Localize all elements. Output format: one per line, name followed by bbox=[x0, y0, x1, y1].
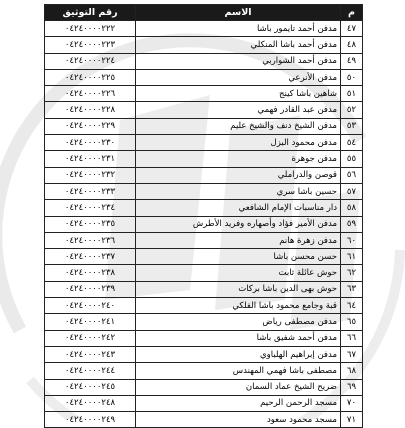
header-name: الاسم bbox=[136, 5, 341, 21]
row-reference: ٠٤٢٤٠٠٠٠٢٣٨ bbox=[45, 265, 136, 281]
row-name: مدفن الأمير فؤاد وأصهاره وفريد الأطرش bbox=[136, 216, 341, 232]
table-header-row bbox=[45, 5, 363, 21]
row-reference: ٠٤٢٤٠٠٠٠٢٤٠ bbox=[45, 298, 136, 314]
row-number: ٥١ bbox=[341, 86, 363, 102]
table-row bbox=[45, 183, 363, 199]
row-reference: ٠٤٢٤٠٠٠٠٢٢٢ bbox=[45, 21, 136, 37]
row-number: ٦٩ bbox=[341, 379, 363, 395]
table-row bbox=[45, 363, 363, 379]
row-name: مدفن أحمد الشواربي bbox=[136, 53, 341, 69]
row-reference: ٠٤٢٤٠٠٠٠٢٣٥ bbox=[45, 216, 136, 232]
table-row bbox=[45, 200, 363, 216]
row-name: حسين باشا سري bbox=[136, 183, 341, 199]
row-reference: ٠٤٢٤٠٠٠٠٢٤٨ bbox=[45, 395, 136, 411]
row-name: مدفن أحمد تايمور باشا bbox=[136, 21, 341, 37]
row-reference: ٠٤٢٤٠٠٠٠٢٤٤ bbox=[45, 363, 136, 379]
row-reference: ٠٤٢٤٠٠٠٠٢٣٣ bbox=[45, 183, 136, 199]
table-row bbox=[45, 265, 363, 281]
row-name: دار مناسبات الإمام الشافعي bbox=[136, 200, 341, 216]
table-row bbox=[45, 298, 363, 314]
row-reference: ٠٤٢٤٠٠٠٠٢٣٩ bbox=[45, 281, 136, 297]
table-row bbox=[45, 86, 363, 102]
table-row bbox=[45, 151, 363, 167]
row-number: ٦٣ bbox=[341, 281, 363, 297]
row-reference: ٠٤٢٤٠٠٠٠٢٤٣ bbox=[45, 346, 136, 362]
table-row bbox=[45, 37, 363, 53]
table-row bbox=[45, 53, 363, 69]
row-name: قبة وجامع محمود باشا الفلكي bbox=[136, 298, 341, 314]
row-name: مدفن إبراهيم الهلباوي bbox=[136, 346, 341, 362]
row-name: مدفن جوهرة bbox=[136, 151, 341, 167]
row-number: ٥٦ bbox=[341, 167, 363, 183]
table-row bbox=[45, 281, 363, 297]
table-row bbox=[45, 102, 363, 118]
row-reference: ٠٤٢٤٠٠٠٠٢٢٦ bbox=[45, 86, 136, 102]
row-name: قوصن والدراملي bbox=[136, 167, 341, 183]
table-row bbox=[45, 118, 363, 134]
row-name: مسجد محمود سعود bbox=[136, 412, 341, 428]
row-number: ٦٦ bbox=[341, 330, 363, 346]
row-reference: ٠٤٢٤٠٠٠٠٢٢٤ bbox=[45, 53, 136, 69]
table-row bbox=[45, 395, 363, 411]
table-row bbox=[45, 216, 363, 232]
row-number: ٦٧ bbox=[341, 346, 363, 362]
row-reference: ٠٤٢٤٠٠٠٠٢٤١ bbox=[45, 314, 136, 330]
row-name: مدفن أحمد باشا المنكلي bbox=[136, 37, 341, 53]
row-number: ٥٨ bbox=[341, 200, 363, 216]
row-number: ٥٣ bbox=[341, 118, 363, 134]
table-row bbox=[45, 330, 363, 346]
row-name: حسن محسن باشا bbox=[136, 249, 341, 265]
row-number: ٦٠ bbox=[341, 232, 363, 248]
table-row bbox=[45, 69, 363, 85]
header-reference: رقم التوثيق bbox=[45, 5, 136, 21]
table-row bbox=[45, 232, 363, 248]
table-row bbox=[45, 249, 363, 265]
table-row bbox=[45, 346, 363, 362]
row-reference: ٠٤٢٤٠٠٠٠٢٣٧ bbox=[45, 249, 136, 265]
row-reference: ٠٤٢٤٠٠٠٠٢٤٢ bbox=[45, 330, 136, 346]
row-name: مدفن زهرة هانم bbox=[136, 232, 341, 248]
row-number: ٥٥ bbox=[341, 151, 363, 167]
table-row bbox=[45, 412, 363, 428]
row-reference: ٠٤٢٤٠٠٠٠٢٤٩ bbox=[45, 412, 136, 428]
row-name: مدفن الأنرعي bbox=[136, 69, 341, 85]
row-number: ٥٧ bbox=[341, 183, 363, 199]
row-reference: ٠٤٢٤٠٠٠٠٢٣٦ bbox=[45, 232, 136, 248]
row-reference: ٠٤٢٤٠٠٠٠٢٣٤ bbox=[45, 200, 136, 216]
row-number: ٦٢ bbox=[341, 265, 363, 281]
table-row bbox=[45, 167, 363, 183]
row-number: ٥٢ bbox=[341, 102, 363, 118]
row-name: شاهين باشا كينج bbox=[136, 86, 341, 102]
row-reference: ٠٤٢٤٠٠٠٠٢٣١ bbox=[45, 151, 136, 167]
row-name: مدفن عبد القادر فهمي bbox=[136, 102, 341, 118]
table-row bbox=[45, 135, 363, 151]
row-number: ٥٩ bbox=[341, 216, 363, 232]
row-number: ٤٨ bbox=[341, 37, 363, 53]
row-number: ٧٠ bbox=[341, 395, 363, 411]
row-reference: ٠٤٢٤٠٠٠٠٢٢٨ bbox=[45, 102, 136, 118]
row-number: ٦٥ bbox=[341, 314, 363, 330]
row-name: مدفن الشيخ دنف والشيخ عليم bbox=[136, 118, 341, 134]
row-number: ٦٨ bbox=[341, 363, 363, 379]
table-row bbox=[45, 314, 363, 330]
documentation-table bbox=[44, 4, 363, 428]
row-name: مدفن مصطفى رياض bbox=[136, 314, 341, 330]
row-reference: ٠٤٢٤٠٠٠٠٢٣٠ bbox=[45, 135, 136, 151]
row-name: مصطفى باشا فهمي المهندس bbox=[136, 363, 341, 379]
row-number: ٤٧ bbox=[341, 21, 363, 37]
row-reference: ٠٤٢٤٠٠٠٠٢٤٥ bbox=[45, 379, 136, 395]
row-name: حوش بهى الدين باشا بركات bbox=[136, 281, 341, 297]
row-name: ضريح الشيخ عماد السمان bbox=[136, 379, 341, 395]
row-number: ٧١ bbox=[341, 412, 363, 428]
row-number: ٦١ bbox=[341, 249, 363, 265]
row-number: ٦٤ bbox=[341, 298, 363, 314]
row-reference: ٠٤٢٤٠٠٠٠٢٢٥ bbox=[45, 69, 136, 85]
row-number: ٥٤ bbox=[341, 135, 363, 151]
row-reference: ٠٤٢٤٠٠٠٠٢٢٣ bbox=[45, 37, 136, 53]
row-name: حوش عائلة ثابت bbox=[136, 265, 341, 281]
table-row bbox=[45, 21, 363, 37]
table-row bbox=[45, 379, 363, 395]
row-reference: ٠٤٢٤٠٠٠٠٢٢٩ bbox=[45, 118, 136, 134]
header-number: م bbox=[341, 5, 363, 21]
row-number: ٥٠ bbox=[341, 69, 363, 85]
row-name: مدفن محمود البزل bbox=[136, 135, 341, 151]
row-reference: ٠٤٢٤٠٠٠٠٢٣٢ bbox=[45, 167, 136, 183]
row-name: مدفن أحمد شفيق باشا bbox=[136, 330, 341, 346]
row-name: مسجد الرحمن الرحيم bbox=[136, 395, 341, 411]
row-number: ٤٩ bbox=[341, 53, 363, 69]
